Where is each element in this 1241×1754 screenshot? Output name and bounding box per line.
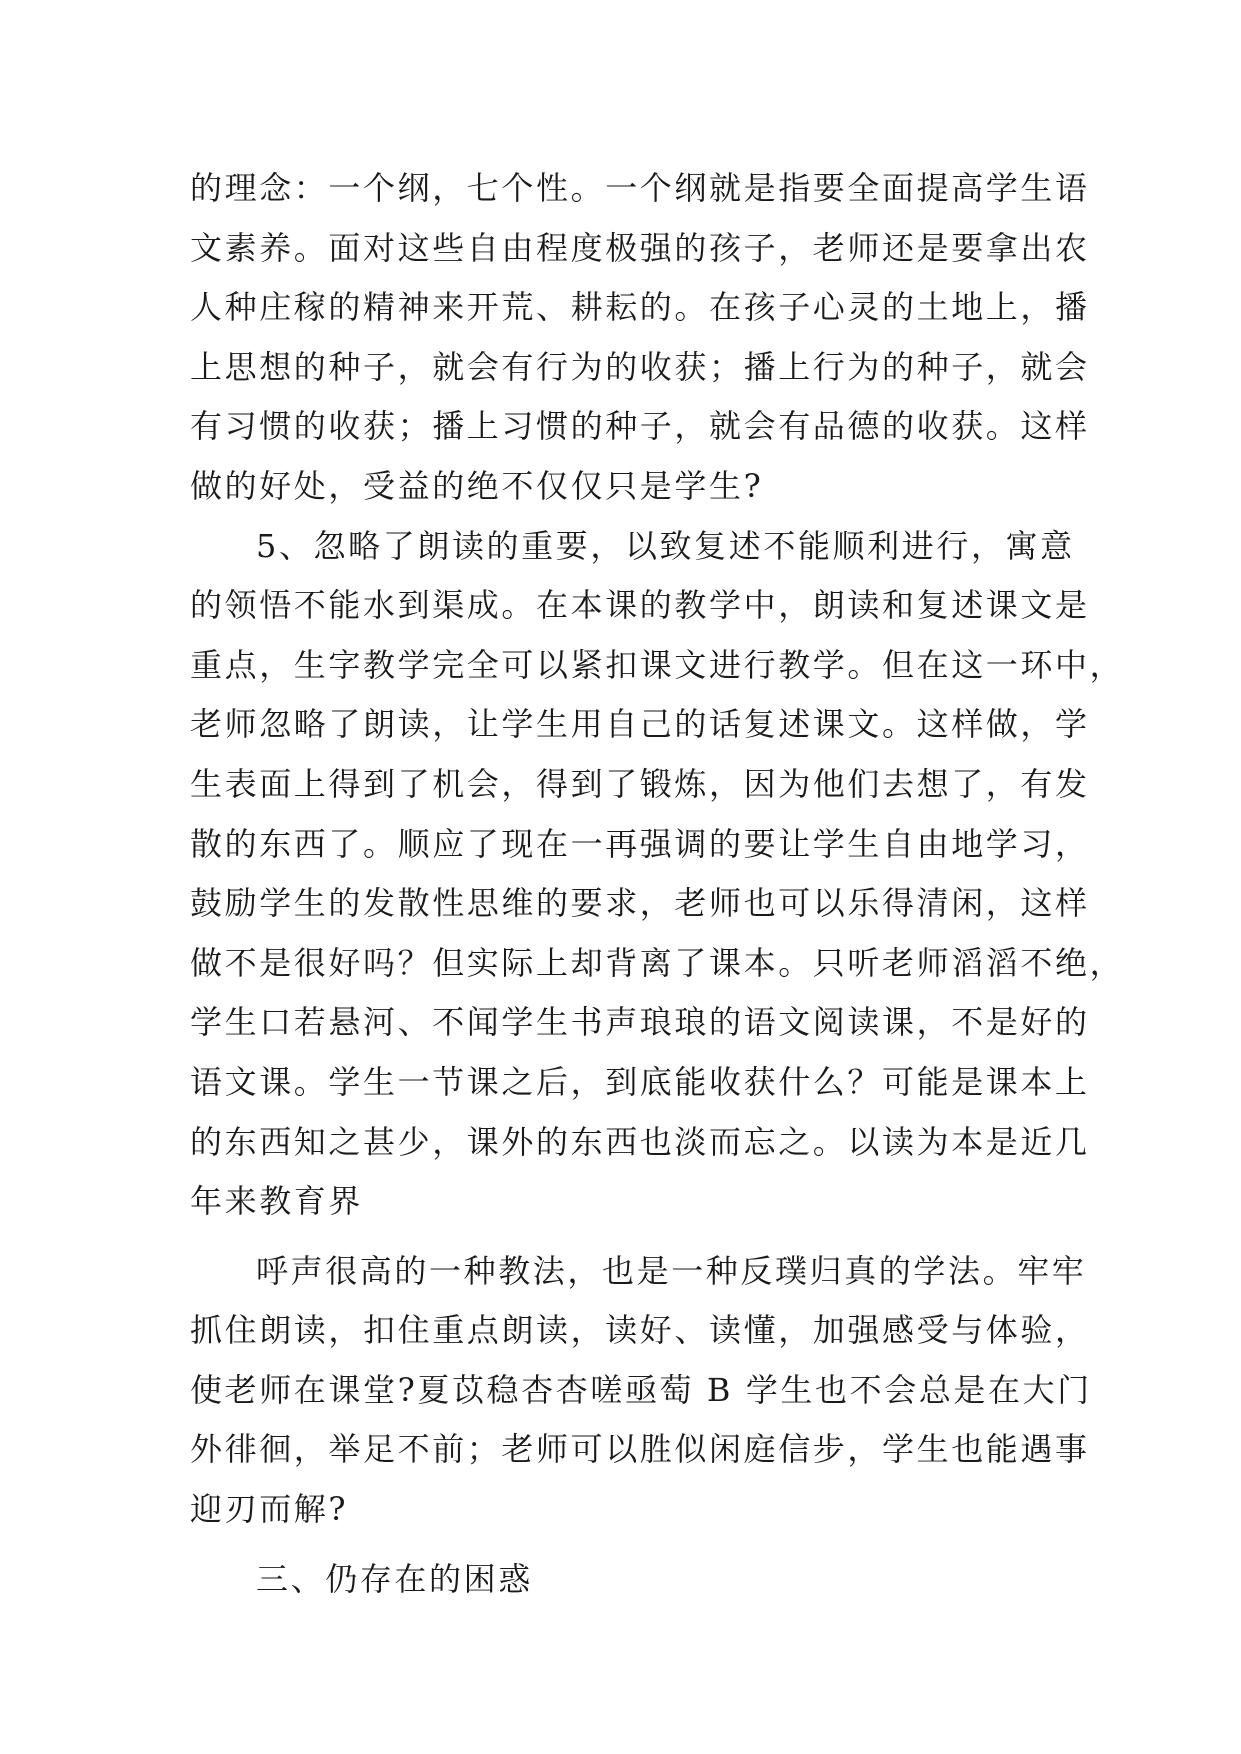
text-line: 生表面上得到了机会，得到了锻炼，因为他们去想了，有发 [190, 764, 1090, 803]
paragraph-gap [190, 1232, 1055, 1242]
text-line: 学生口若悬河、不闻学生书声琅琅的语文阅读课，不是好的 [190, 1003, 1090, 1042]
text-line: 上思想的种子，就会有行为的收获；播上行为的种子，就会 [190, 347, 1090, 386]
text-line: 有习惯的收获；播上习惯的种子，就会有品德的收获。这样 [190, 407, 1090, 446]
text-line: 散的东西了。顺应了现在一再强调的要让学生自由地学习， [190, 824, 1090, 863]
text-line: 做不是很好吗？但实际上却背离了课本。只听老师滔滔不绝， [190, 943, 1125, 982]
text-line: 5、忽略了朗读的重要，以致复述不能顺利进行，寓意 [256, 526, 1075, 565]
text-line: 的领悟不能水到渠成。在本课的教学中，朗读和复述课文是 [190, 586, 1090, 625]
text-line: 文素养。面对这些自由程度极强的孩子，老师还是要拿出农 [190, 228, 1090, 267]
document-body [190, 159, 1125, 1609]
text-line: 的理念：一个纲，七个性。一个纲就是指要全面提高学生语 [190, 169, 1090, 207]
text-line: 重点，生字教学完全可以紧扣课文进行教学。但在这一环中， [190, 645, 1125, 684]
text-line: 语文课。学生一节课之后，到底能收获什么？可能是课本上 [190, 1062, 1090, 1101]
text-line: 年来教育界 [190, 1182, 364, 1221]
text-line: 人种庄稼的精神来开荒、耕耘的。在孩子心灵的土地上，播 [190, 288, 1090, 327]
text-line: 使老师在课堂?夏苡稳杏杏嗟亟萄 B 学生也不会总是在大门 [190, 1370, 1092, 1409]
text-line: 鼓励学生的发散性思维的要求，老师也可以乐得清闲，这样 [190, 884, 1090, 923]
text-line: 呼声很高的一种教法，也是一种反璞归真的学法。牢牢 [256, 1251, 1087, 1290]
text-line: 老师忽略了朗读，让学生用自己的话复述课文。这样做，学 [190, 705, 1090, 744]
text-line: 外徘徊，举足不前；老师可以胜似闲庭信步，学生也能遇事 [190, 1430, 1090, 1469]
paragraph-gap [190, 1540, 1055, 1550]
section-heading: 三、仍存在的困惑 [256, 1559, 533, 1598]
text-line: 做的好处，受益的绝不仅仅只是学生? [190, 466, 764, 505]
text-line: 的东西知之甚少，课外的东西也淡而忘之。以读为本是近几 [190, 1122, 1090, 1161]
text-line: 迎刃而解? [190, 1490, 349, 1529]
text-line: 抓住朗读，扣住重点朗读，读好、读懂，加强感受与体验， [190, 1311, 1090, 1350]
